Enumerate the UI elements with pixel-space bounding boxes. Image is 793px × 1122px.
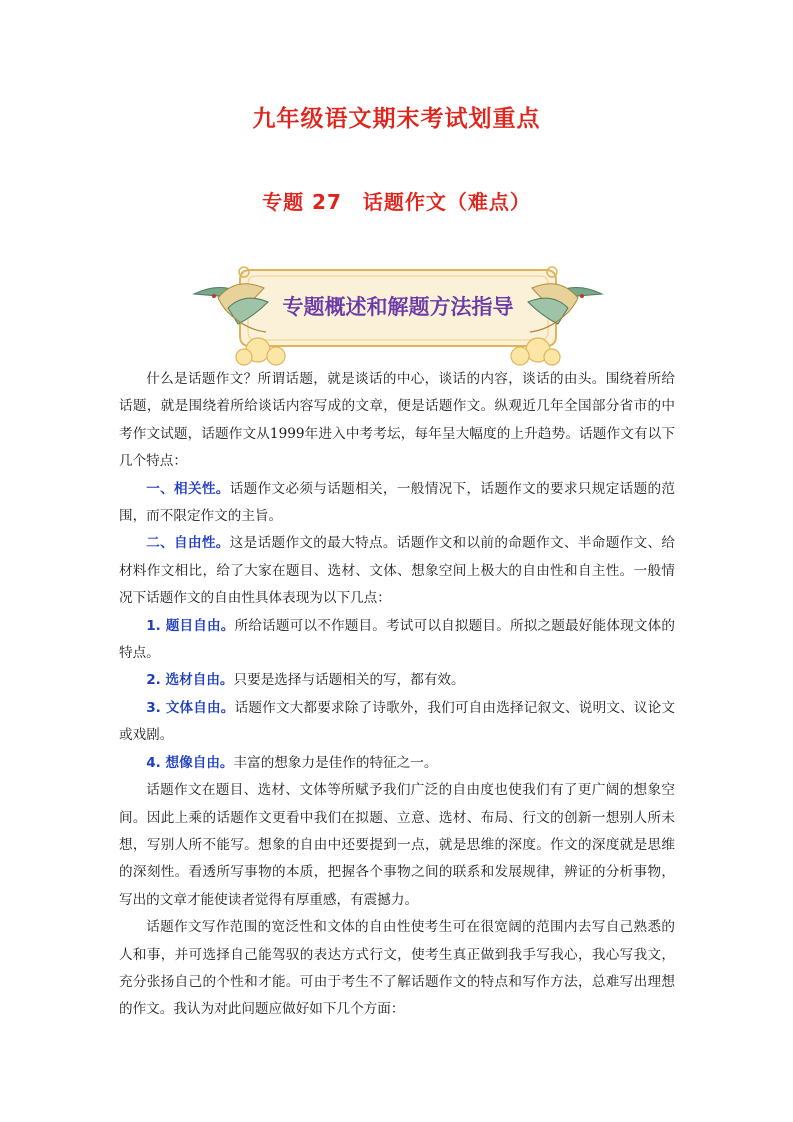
banner-label: 专题概述和解题方法指导 [282, 295, 514, 319]
item-text: 丰富的想象力是佳作的特征之一。 [233, 754, 438, 771]
document-title: 九年级语文期末考试划重点 [252, 106, 541, 132]
item-label: 3. 文体自由。 [146, 699, 235, 716]
article-body [119, 366, 675, 1024]
feature-freedom [119, 530, 675, 612]
feature-text: 话题作文必须与话题相关，一般情况下，话题作文的要求只规定话题的范围，而不限定作文的主旨。 [119, 480, 676, 525]
freedom-item [119, 613, 675, 668]
feature-relevance [119, 476, 675, 531]
intro-paragraph: 什么是话题作文？所谓话题，就是谈话的中心，谈话的内容，谈话的由头。围绕着所给话题，就是围绕着所给谈话内容写成的文章，便是话题作文。纵观近几年全国部分省市的中考作文试题，话题作文从1999年进入中考考坛，每年呈大幅度的上升趋势。话题作文有以下几个特点： [119, 371, 675, 470]
item-label: 4. 想像自由。 [146, 754, 234, 771]
feature-label: 二、自由性。 [146, 535, 230, 552]
feature-text: 这是话题作文的最大特点。话题作文和以前的命题作文、半命题作文、给材料作文相比，给了大家在题目、选材、文体、想象空间上极大的自由性和自主性。一般情况下话题作文的自由性具体表现为以下几点： [119, 535, 676, 607]
freedom-item [119, 667, 675, 694]
item-text: 话题作文大都要求除了诗歌外，我们可自由选择记叙文、说明文、议论文或戏剧。 [119, 699, 676, 744]
freedom-item [119, 695, 675, 750]
topic-subtitle: 专题 27 话题作文（难点） [262, 190, 531, 214]
item-text: 所给话题可以不作题目。考试可以自拟题目。所拟之题最好能体现文体的特点。 [119, 617, 676, 662]
conclusion-paragraph: 话题作文写作范围的宽泛性和文体的自由性使考生可在很宽阔的范围内去写自己熟悉的人和事，并可选择自己能驾驭的表达方式行文，使考生真正做到我手写我心，我心写我文，充分张扬自己的个性和才能。可由于考生不了解话题作文的特点和写作方法，总难写出理想的作文。我认为对此问题应做好如下几个方面： [119, 919, 675, 1018]
feature-label: 一、相关性。 [146, 480, 230, 497]
item-label: 1. 题目自由。 [146, 617, 235, 634]
item-text: 只要是选择与话题相关的写，都有效。 [233, 672, 465, 689]
freedom-item [119, 750, 675, 777]
section-banner [188, 258, 608, 366]
item-label: 2. 选材自由。 [146, 672, 234, 689]
imagination-paragraph: 话题作文在题目、选材、文体等所赋予我们广泛的自由度也使我们有了更广阔的想象空间。因此上乘的话题作文更看中我们在拟题、立意、选材、布局、行文的创新一想别人所未想，写别人所不能写。想象的自由中还要提到一点，就是思维的深度。作文的深度就是思维的深刻性。看透所写事物的本质，把握各个事物之间的联系和发展规律，辨证的分析事物，写出的文章才能使读者觉得有厚重感，有震撼力。 [119, 782, 675, 908]
